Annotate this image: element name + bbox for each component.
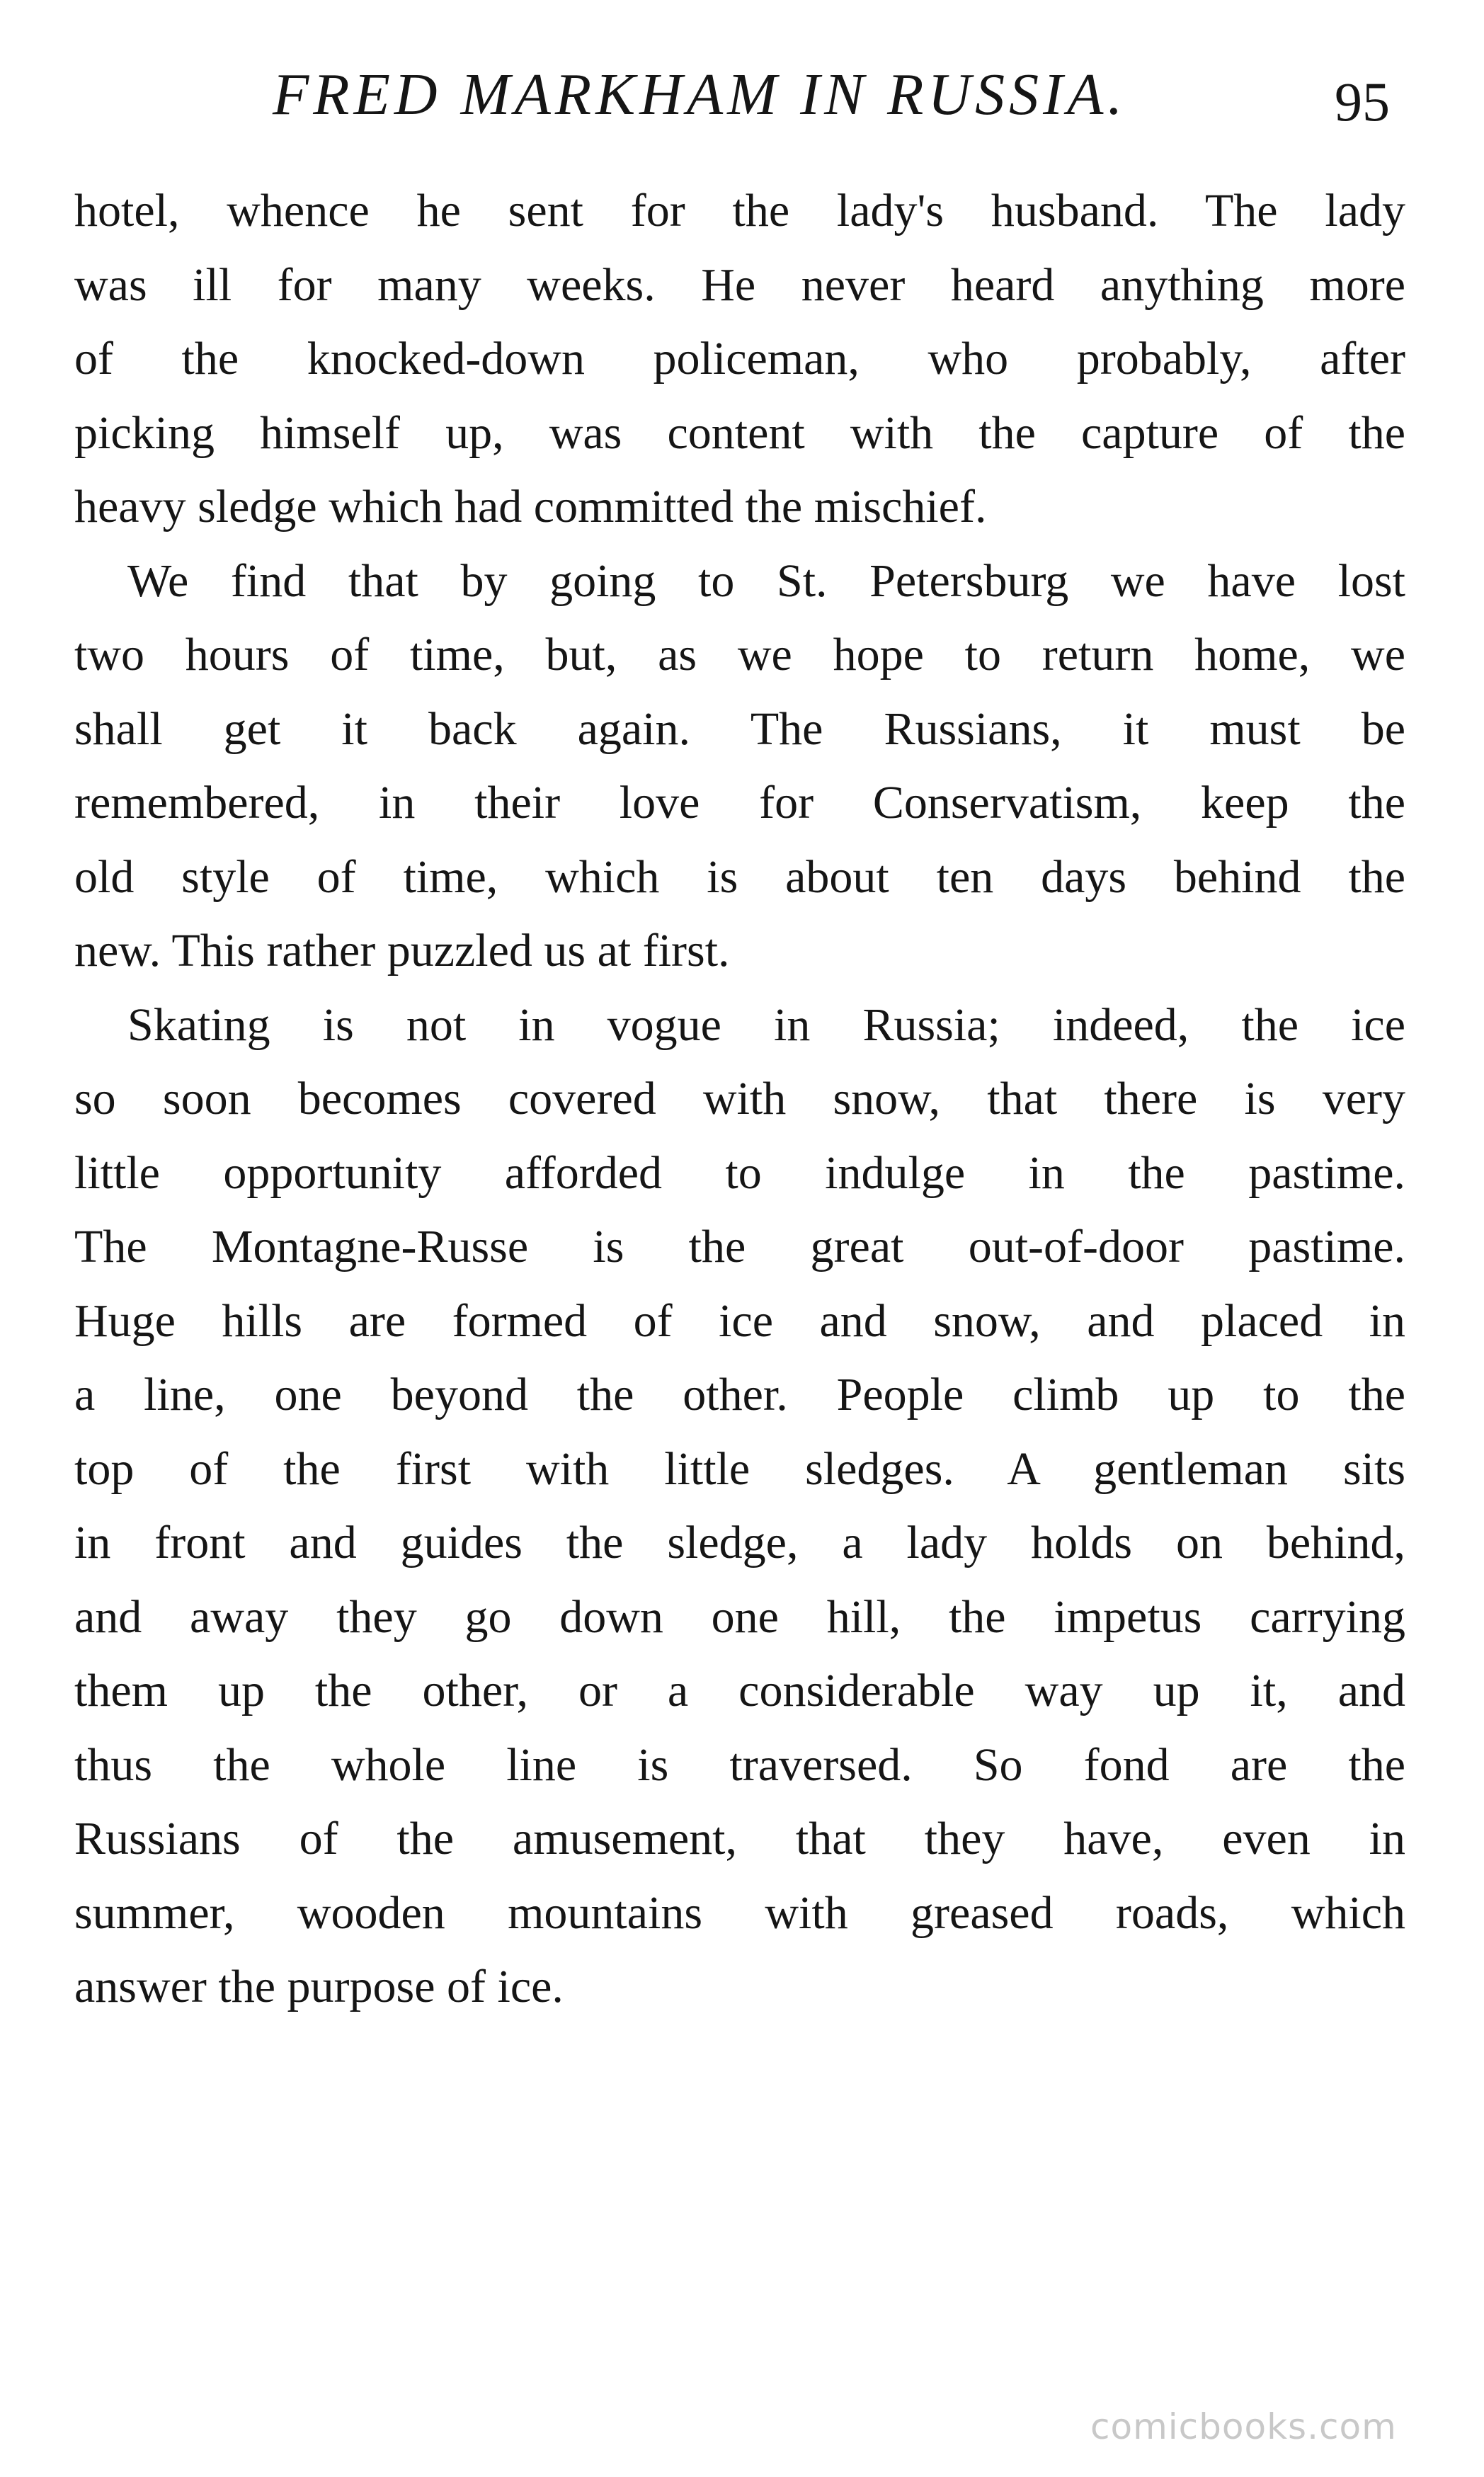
text-line: of the knocked-down policeman, who probably, after bbox=[74, 333, 1405, 385]
text-line: picking himself up, was content with the capture of the bbox=[74, 406, 1405, 459]
text-line: little opportunity afforded to indulge in the pastime. bbox=[74, 1146, 1405, 1199]
text-line: The Montagne-Russe is the great out-of-door pastime. bbox=[74, 1221, 1405, 1272]
text-line: new. This rather puzzled us at first. bbox=[74, 925, 730, 976]
text-line: summer, wooden mountains with greased roads, which bbox=[74, 1886, 1405, 1939]
text-line: shall get it back again. The Russians, it must be bbox=[74, 702, 1405, 755]
watermark: comicbooks.com bbox=[1090, 2406, 1397, 2447]
text-line: was ill for many weeks. He never heard anything more bbox=[74, 258, 1405, 311]
text-line: old style of time, which is about ten days behind the bbox=[74, 850, 1405, 903]
text-line: Russians of the amusement, that they have, even in bbox=[74, 1813, 1405, 1864]
text-line: hotel, whence he sent for the lady's husband. The lady bbox=[74, 185, 1405, 237]
paragraph-3 bbox=[74, 989, 1405, 2025]
running-head bbox=[0, 60, 1484, 138]
text-line: so soon becomes covered with snow, that there is very bbox=[74, 1073, 1405, 1124]
text-line: top of the first with little sledges. A gentleman sits bbox=[74, 1442, 1405, 1495]
running-title: FRED MARKHAM IN RUSSIA. bbox=[273, 62, 1127, 127]
paragraph-2 bbox=[74, 545, 1405, 989]
text-line: Huge hills are formed of ice and snow, and placed in bbox=[74, 1294, 1405, 1347]
text-line: heavy sledge which had committed the mischief. bbox=[74, 481, 987, 533]
page-number: 95 bbox=[1335, 71, 1390, 132]
text-line: Skating is not in vogue in Russia; indeed, the ice bbox=[127, 998, 1405, 1051]
paragraph-1 bbox=[74, 174, 1405, 545]
text-line: a line, one beyond the other. People climb up to the bbox=[74, 1369, 1405, 1420]
text-line: remembered, in their love for Conservatism, keep the bbox=[74, 777, 1405, 828]
text-line: answer the purpose of ice. bbox=[74, 1961, 564, 2012]
text-line: two hours of time, but, as we hope to return home, we bbox=[74, 629, 1405, 681]
body-text bbox=[74, 174, 1405, 2025]
text-line: thus the whole line is traversed. So fond are the bbox=[74, 1738, 1405, 1791]
text-line: them up the other, or a considerable way up it, and bbox=[74, 1665, 1405, 1716]
text-line: We find that by going to St. Petersburg we have lost bbox=[127, 554, 1405, 607]
text-line: and away they go down one hill, the impetus carrying bbox=[74, 1590, 1405, 1643]
text-line: in front and guides the sledge, a lady holds on behind, bbox=[74, 1517, 1405, 1568]
